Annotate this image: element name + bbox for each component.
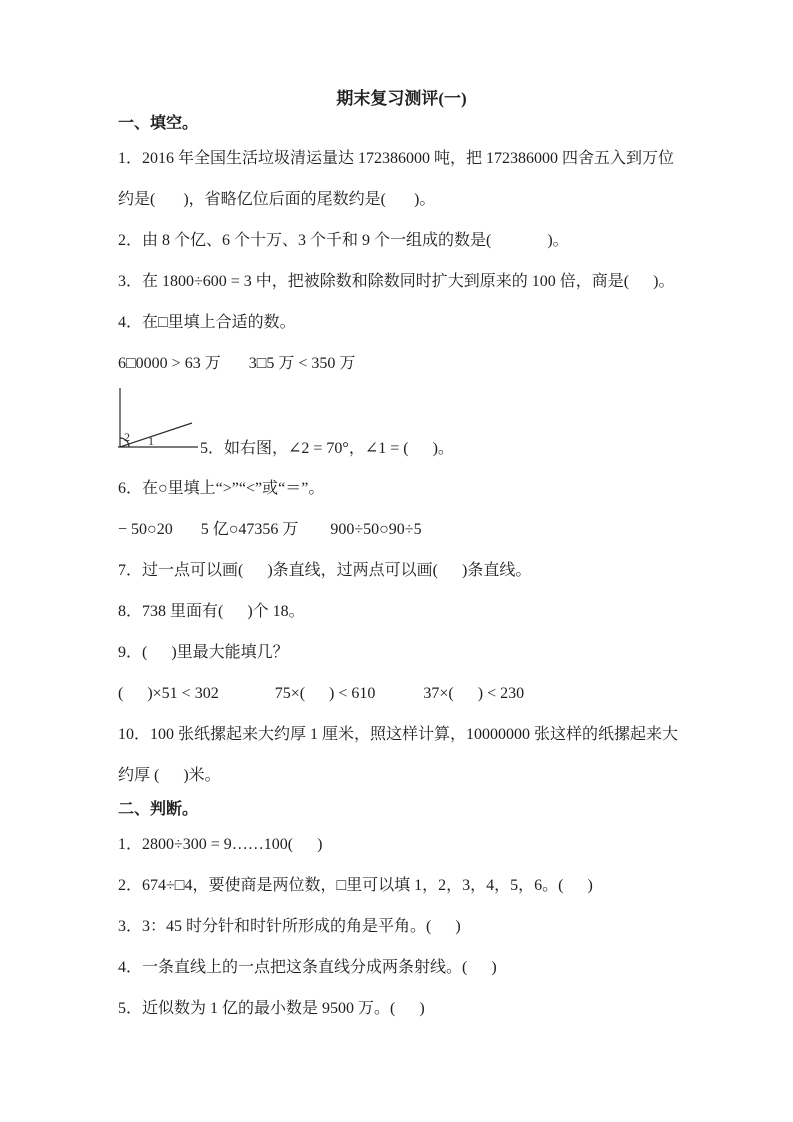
section-2-heading: 二、判断。 bbox=[118, 801, 199, 818]
fill-q6: 6．在○里填上“>”“<”或“＝”。 bbox=[118, 480, 325, 497]
fill-q3: 3．在 1800÷600 = 3 中，把被除数和除数同时扩大到原来的 100 倍，商是( )。 bbox=[118, 273, 675, 290]
diagonal-ray bbox=[120, 423, 192, 447]
judge-q5: 5．近似数为 1 亿的最小数是 9500 万。( ) bbox=[118, 1000, 425, 1017]
fill-q10-line1: 10．100 张纸摞起来大约厚 1 厘米，照这样计算，10000000 张这样的纸摞起来大 bbox=[118, 726, 679, 743]
judge-q2: 2．674÷□4，要使商是两位数，□里可以填 1，2，3，4，5，6。( ) bbox=[118, 877, 593, 894]
fill-q2: 2．由 8 个亿、6 个十万、3 个千和 9 个一组成的数是( )。 bbox=[118, 232, 569, 249]
angle-diagram bbox=[118, 386, 200, 450]
judge-q4: 4．一条直线上的一点把这条直线分成两条射线。( ) bbox=[118, 959, 497, 976]
fill-q6-compare-row: − 50○20 5 亿○47356 万 900÷50○90÷5 bbox=[118, 521, 422, 538]
document-content bbox=[118, 110, 685, 1029]
fill-q10-line2: 约厚 ( )米。 bbox=[118, 767, 221, 784]
fill-q9-blanks-row: ( )×51 < 302 75×( ) < 610 37×( ) < 230 bbox=[118, 685, 525, 702]
judge-q1: 1．2800÷300 = 9……100( ) bbox=[118, 836, 323, 853]
question-line-text: 5．如右图，∠2 = 70°，∠1 = ( )。 bbox=[200, 440, 454, 457]
fill-q5-with-figure bbox=[118, 384, 685, 468]
angle-1-label: 1 bbox=[148, 434, 154, 448]
fill-q7: 7．过一点可以画( )条直线，过两点可以画( )条直线。 bbox=[118, 562, 532, 579]
section-1-heading: 一、填空。 bbox=[118, 115, 199, 132]
fill-q1-line2: 约是( )，省略亿位后面的尾数约是( )。 bbox=[118, 191, 436, 208]
judge-q3: 3．3：45 时分针和时针所形成的角是平角。( ) bbox=[118, 918, 461, 935]
fill-q9: 9．( )里最大能填几？ bbox=[118, 644, 289, 661]
page-title: 期末复习测评(一) bbox=[336, 89, 467, 108]
fill-q4-blanks-row: 6□0000 > 63 万 3□5 万 < 350 万 bbox=[118, 355, 356, 372]
angle-2-label: 2 bbox=[124, 430, 130, 444]
fill-q8: 8．738 里面有( )个 18。 bbox=[118, 603, 305, 620]
fill-q1-line1: 1．2016 年全国生活垃圾清运量达 172386000 吨，把 172386000 四舍五入到万位 bbox=[118, 150, 675, 167]
fill-q4: 4．在□里填上合适的数。 bbox=[118, 314, 296, 331]
